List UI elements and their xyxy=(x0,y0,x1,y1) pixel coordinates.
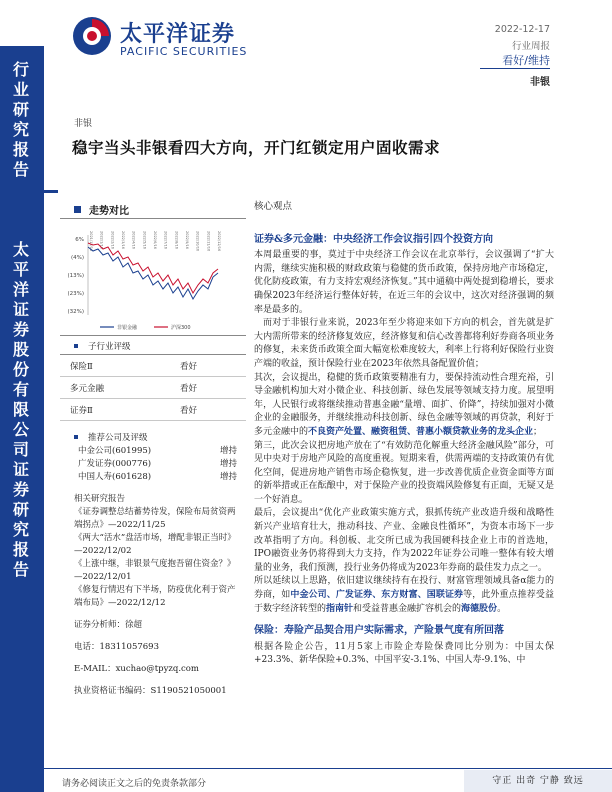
footer-disclaimer: 请务必阅读正文之后的免责条款部分 xyxy=(62,779,207,789)
list-item xyxy=(60,445,246,458)
related-report-link[interactable]: 《修复行情迟有下半场，防疫优化利于资产端布局》—2022/12/12 xyxy=(74,585,236,608)
analyst-email[interactable]: E-MAIL：xuchao@tpyzq.com xyxy=(74,664,199,674)
rating-value: 看好 xyxy=(180,383,198,394)
stock-rating: 增持 xyxy=(220,459,238,469)
rating-value: 看好 xyxy=(180,405,198,416)
section-divider xyxy=(60,335,246,336)
highlight-company: 海德股份 xyxy=(461,603,498,614)
logo-english-name: PACIFIC SECURITIES xyxy=(120,45,248,58)
x-tick-label: 2022/8/16 xyxy=(174,231,179,249)
industry-name: 非银 xyxy=(530,77,550,88)
x-tick-label: 2022/11/16 xyxy=(206,231,211,252)
x-tick-label: 2022/2/16 xyxy=(110,231,115,249)
y-tick-labels xyxy=(67,237,84,315)
y-tick-label: (4%) xyxy=(70,255,84,261)
x-tick-label: 2021/12/16 xyxy=(89,231,93,252)
square-bullet-icon xyxy=(74,435,78,439)
footer-motto: 守正 出奇 宁静 致远 xyxy=(464,770,612,792)
trend-heading: 走势对比 xyxy=(60,200,246,218)
legend-label: 沪深300 xyxy=(171,325,191,331)
square-bullet-icon xyxy=(74,344,78,348)
related-reports-heading: 相关研究报告 xyxy=(74,494,126,504)
y-tick-label: (13%) xyxy=(67,273,84,279)
report-title: 稳宇当头非银看四大方向，开门红锁定用户固收需求 xyxy=(72,138,441,157)
logo-chinese-name: 太平洋证券 xyxy=(120,22,236,47)
body-paragraph: 所以延续以上思路，依旧建议继续持有在投行、财富管理领域具备α能力的券商，如中金公司、广发证券、东方财富、国联证券等，此外重点推荐受益于数字经济转型的指南针和受益普惠金融扩容机会的海德股份。 xyxy=(254,576,554,614)
x-tick-label: 2022/1/16 xyxy=(99,231,104,249)
y-tick-label: 6% xyxy=(75,237,84,243)
y-tick-label: (32%) xyxy=(67,309,84,315)
sidebar-category: 行业研究报告 xyxy=(12,60,29,179)
rating-subindustry: 证券Ⅱ xyxy=(70,405,93,416)
analyst-license: 执业资格证书编码：S1190521050001 xyxy=(74,686,227,696)
x-tick-label: 2022/6/16 xyxy=(153,231,157,249)
x-tick-label: 2022/7/16 xyxy=(163,231,168,249)
report-type: 行业周报 xyxy=(511,41,550,52)
x-tick-label: 2022/12/16 xyxy=(217,231,221,252)
highlight-text: 不良资产处置、融资租赁、普惠小额贷款业务的龙头企业 xyxy=(308,426,534,437)
stock-name: 中国人寿(601628) xyxy=(78,472,152,482)
analyst-name: 证券分析师：徐超 xyxy=(74,620,143,630)
highlight-companies: 中金公司、广发证券、东方财富、国联证券 xyxy=(290,590,464,601)
core-view-label: 核心观点 xyxy=(254,201,293,212)
stock-rating: 增持 xyxy=(220,446,238,456)
rating-subindustry: 多元金融 xyxy=(70,383,105,394)
section-divider xyxy=(60,218,246,219)
related-report-link[interactable]: 《两大“活水”盘活市场，增配非银正当时》—2022/12/02 xyxy=(74,533,236,556)
analyst-phone: 电话：18311057693 xyxy=(74,642,159,652)
x-tick-label: 2022/5/16 xyxy=(142,231,147,249)
square-bullet-icon xyxy=(74,206,81,213)
rating-subindustry: 保险Ⅱ xyxy=(70,361,93,372)
body-paragraph: 第三，此次会议把房地产放在了“有效防范化解重大经济金融风险”部分，可见中央对于房地产风险的高度重视。短期来看，供需两端的支持政策仍有优化空间，促进房地产销售市场企稳恢复，进一步改善优质企业资金面等方面的新举措或正在酝酿中，对于保险产业的投资端风险修复有正面，无疑又是一个好消息。 xyxy=(254,440,554,505)
footer-rule xyxy=(44,768,612,769)
industry-rating: 看好/维持 xyxy=(502,54,550,67)
company-logo-icon xyxy=(72,16,112,56)
sidebar-accent-line xyxy=(44,190,58,193)
industry-tag: 非银 xyxy=(74,119,93,129)
trend-chart-svg xyxy=(60,227,246,335)
recommend-heading: 推荐公司及评级 xyxy=(60,429,246,445)
section-heading-securities: 证券&多元金融：中央经济工作会议指引四个投资方向 xyxy=(254,233,494,245)
related-report-link[interactable]: 《上涨中继，非银景气度抱吾留住资金？》—2022/12/01 xyxy=(74,559,236,582)
x-tick-label: 2022/3/16 xyxy=(121,231,125,249)
legend-label: 非银金融 xyxy=(117,325,138,331)
main-body xyxy=(254,200,554,668)
body-paragraph: 根据各险企公告，11月5家上市险企寿险保费同比分别为：中国太保+23.3%、新华保险+0.3%、中国平安-3.1%、中国人寿-9.1%、中 xyxy=(254,641,554,666)
body-paragraph: 而对于非银行业来说，2023年至少将迎来如下方向的机会，首先就是扩大内需所带来的经济修复效应，经济修复和信心改善都将利好券商各项业务的修复，未来货币政策全面大幅宽松难度较大，利率上行将利好保险行业资产端的收益，预计保险行业在2023年依然具备配置价值； xyxy=(254,318,554,369)
rating-value: 看好 xyxy=(180,361,198,372)
sidebar-org: 太平洋证券股份有限公司证券研究报告 xyxy=(12,240,29,579)
trend-chart xyxy=(60,227,246,335)
highlight-company: 指南针 xyxy=(326,603,354,614)
series-line-nonbank xyxy=(88,247,218,299)
body-paragraph: 其次，会议提出，稳健的货币政策要精准有力，要保持流动性合理充裕，引导金融机构加大对小微企业、科技创新、绿色发展等领域支持力度。展望明年，人民银行或将继续推动普惠金融“量增、面扩、价降”，持续加强对小微企业的金融服务，并继续推动科技创新、绿色金融等领域的再贷款，利好于多元金融中的不良资产处置、融资租赁、普惠小额贷款业务的龙头企业； xyxy=(254,372,554,437)
industry-rating-heading: 子行业评级 xyxy=(60,338,246,354)
table-row xyxy=(60,355,246,377)
left-column xyxy=(60,200,246,698)
related-report-link[interactable]: 《证券调整总结蓄势待发，保险布局贫资两端拐点》—2022/11/25 xyxy=(74,507,236,530)
y-tick-label: (23%) xyxy=(67,291,84,297)
x-tick-label: 2022/4/16 xyxy=(131,231,136,249)
table-row xyxy=(60,399,246,421)
stock-name: 广发证券(000776) xyxy=(78,459,152,469)
x-tick-label: 2022/9/16 xyxy=(185,231,189,249)
header-rule xyxy=(480,68,550,69)
stock-name: 中金公司(601995) xyxy=(78,446,152,456)
report-date: 2022-12-17 xyxy=(494,24,550,35)
section-heading-insurance: 保险：寿险产品契合用户实际需求，产险景气度有所回落 xyxy=(254,625,504,637)
stock-rating: 增持 xyxy=(220,472,238,482)
body-paragraph: 本周最重要的事，莫过于中央经济工作会议在北京举行，会议强调了“扩大内需，继续实施积极的财政政策与稳健的货币政策，保持房地产市场稳定，优化防疫政策，有力支持宏观经济恢复。”其中通稿中两处提到稳增长，要求确保2023年经济运行整体好转，在近三年的会议中，这次对经济强调的频率是最多的。 xyxy=(254,250,554,315)
table-row xyxy=(60,377,246,399)
list-item xyxy=(60,471,246,484)
body-paragraph: 最后，会议提出“优化产业政策实施方式，狠抓传统产业改造升级和战略性新兴产业培育壮大，推动科技、产业、金融良性循环”，为资本市场下一步改革指明了方向。科创板、北交所已成为我国硬科技企业上市的首选地，IPO融资业务仍将得到大力支持，作为2022年证券公司唯一整体有较大增量的业务，我们预测，投行业务仍将成为2023年券商的最佳发力点之一。 xyxy=(254,508,554,573)
x-tick-label: 2022/10/16 xyxy=(195,231,200,252)
chart-legend xyxy=(100,324,191,331)
list-item xyxy=(60,458,246,471)
